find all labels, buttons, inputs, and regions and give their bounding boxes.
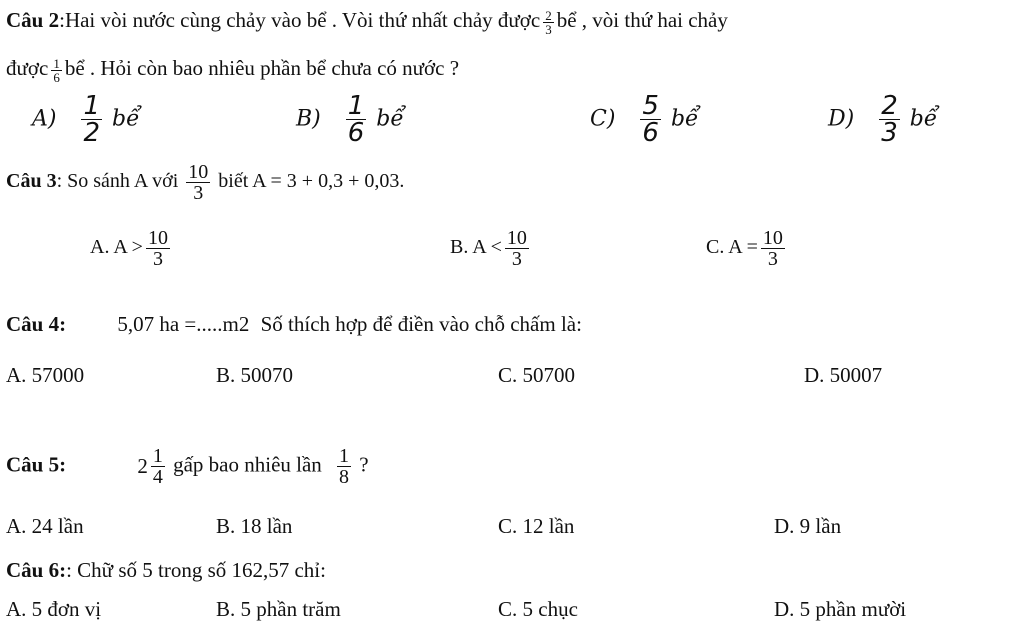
q2-option-c-unit: bể	[670, 106, 699, 132]
q4-question: Số thích hợp để điền vào chỗ chấm là:	[260, 312, 582, 336]
q3-label: Câu 3	[6, 170, 57, 193]
q2-option-b-letter: B)	[296, 106, 321, 132]
q2-line2	[6, 56, 459, 84]
q2-option-b-unit: bể	[376, 106, 404, 132]
q5-frac1-den: 4	[152, 466, 163, 488]
q3-option-c-den: 3	[767, 248, 778, 270]
q2-option-a[interactable]	[32, 93, 140, 146]
q3-line	[6, 162, 404, 203]
q6-option-c[interactable]: C. 5 chục	[498, 597, 578, 621]
q5-frac2-den: 8	[339, 466, 350, 488]
q3-option-b[interactable]	[450, 228, 532, 269]
q3-option-c-num: 10	[762, 227, 783, 249]
q5-option-d[interactable]: D. 9 lần	[774, 514, 842, 538]
q5-option-c[interactable]: C. 12 lần	[498, 514, 575, 538]
q2-option-d[interactable]	[828, 93, 937, 146]
q2-option-b[interactable]	[296, 93, 404, 146]
q2-text-b: bể , vòi thứ hai chảy	[556, 8, 728, 32]
q3-text-a: : So sánh A với	[56, 170, 179, 193]
q2-line1	[6, 8, 728, 36]
q2-option-a-num: 1	[83, 91, 101, 121]
q2-option-a-fraction	[81, 93, 102, 146]
q3-option-b-text: B. A <	[450, 236, 502, 259]
q6-option-d[interactable]: D. 5 phần mười	[774, 597, 907, 621]
q4-option-c[interactable]: C. 50700	[498, 363, 576, 387]
q2-text-c: được	[6, 56, 49, 80]
q2-frac2-den: 6	[53, 69, 60, 85]
q2-option-d-den: 3	[881, 118, 898, 148]
q5-frac1-num: 1	[152, 445, 163, 467]
q2-option-d-letter: D)	[828, 106, 855, 132]
q2-frac1-num: 2	[545, 7, 552, 23]
q6-text: : Chữ số 5 trong số 162,57 chỉ:	[66, 558, 326, 582]
q2-text-d: bể . Hỏi còn bao nhiêu phần bể chưa có nước ?	[64, 56, 460, 80]
q2-option-c-num: 5	[642, 91, 659, 121]
q5-label: Câu 5:	[6, 452, 67, 477]
q2-frac1-den: 3	[545, 21, 552, 37]
q4-option-b[interactable]: B. 50070	[216, 363, 294, 387]
q2-option-b-num: 1	[347, 91, 365, 121]
q2-fraction-1	[543, 9, 554, 36]
q2-option-a-unit: bể	[112, 106, 140, 132]
q2-frac2-num: 1	[53, 55, 60, 71]
q3-option-b-num: 10	[506, 227, 527, 249]
q4-label: Câu 4:	[6, 312, 67, 336]
q5-whole: 2	[137, 454, 148, 478]
q5-mixed-number	[137, 446, 168, 487]
q2-option-b-den: 6	[347, 118, 365, 148]
q2-label: Câu 2	[6, 8, 60, 32]
q3-text-b: biết A = 3 + 0,3 + 0,03.	[218, 170, 405, 193]
q3-option-a-num: 10	[147, 227, 168, 249]
q3-option-c[interactable]	[706, 228, 788, 269]
q3-option-b-den: 3	[511, 248, 522, 270]
q5-fraction-1	[151, 446, 165, 487]
q3-option-a-fraction	[146, 228, 170, 269]
q5-option-b[interactable]: B. 18 lần	[216, 514, 293, 538]
q4-expression: 5,07 ha =.....m2	[117, 312, 250, 336]
q2-option-b-fraction	[346, 93, 367, 146]
q2-option-c-den: 6	[642, 118, 659, 148]
q3-frac-den: 3	[193, 182, 204, 204]
q2-option-d-num: 2	[881, 91, 898, 121]
q2-option-c[interactable]	[590, 93, 699, 146]
q5-mid-text: gấp bao nhiêu lần	[173, 452, 322, 477]
q2-option-a-letter: A)	[32, 106, 57, 132]
q3-option-a-den: 3	[152, 248, 163, 270]
q2-option-a-den: 2	[83, 118, 101, 148]
q5-frac2-num: 1	[339, 445, 350, 467]
q6-label: Câu 6:	[6, 558, 67, 582]
q3-option-a-text: A. A >	[90, 236, 143, 259]
q2-option-c-fraction	[640, 93, 661, 146]
q6-option-b[interactable]: B. 5 phần trăm	[216, 597, 341, 621]
q2-text-a: :Hai vòi nước cùng chảy vào bể . Vòi thứ nhất chảy được	[59, 8, 541, 32]
q2-option-d-unit: bể	[909, 106, 938, 132]
q2-fraction-2	[51, 57, 62, 84]
q4-option-d[interactable]: D. 50007	[804, 363, 883, 387]
q2-option-c-letter: C)	[590, 106, 616, 132]
q2-option-d-fraction	[879, 93, 900, 146]
q3-option-a[interactable]	[90, 228, 173, 269]
q4-option-a[interactable]: A. 57000	[6, 363, 85, 387]
q5-end: ?	[359, 452, 369, 477]
q3-fraction	[186, 162, 210, 203]
q6-option-a[interactable]: A. 5 đơn vị	[6, 597, 102, 621]
q3-option-c-text: C. A =	[706, 236, 758, 259]
q5-option-a[interactable]: A. 24 lần	[6, 514, 84, 538]
q6-line	[6, 558, 326, 583]
q3-option-c-fraction	[761, 228, 785, 269]
q4-line	[6, 312, 582, 337]
q3-option-b-fraction	[505, 228, 529, 269]
q3-frac-num: 10	[188, 161, 209, 183]
q5-line	[6, 446, 369, 487]
q5-fraction-2	[337, 446, 351, 487]
